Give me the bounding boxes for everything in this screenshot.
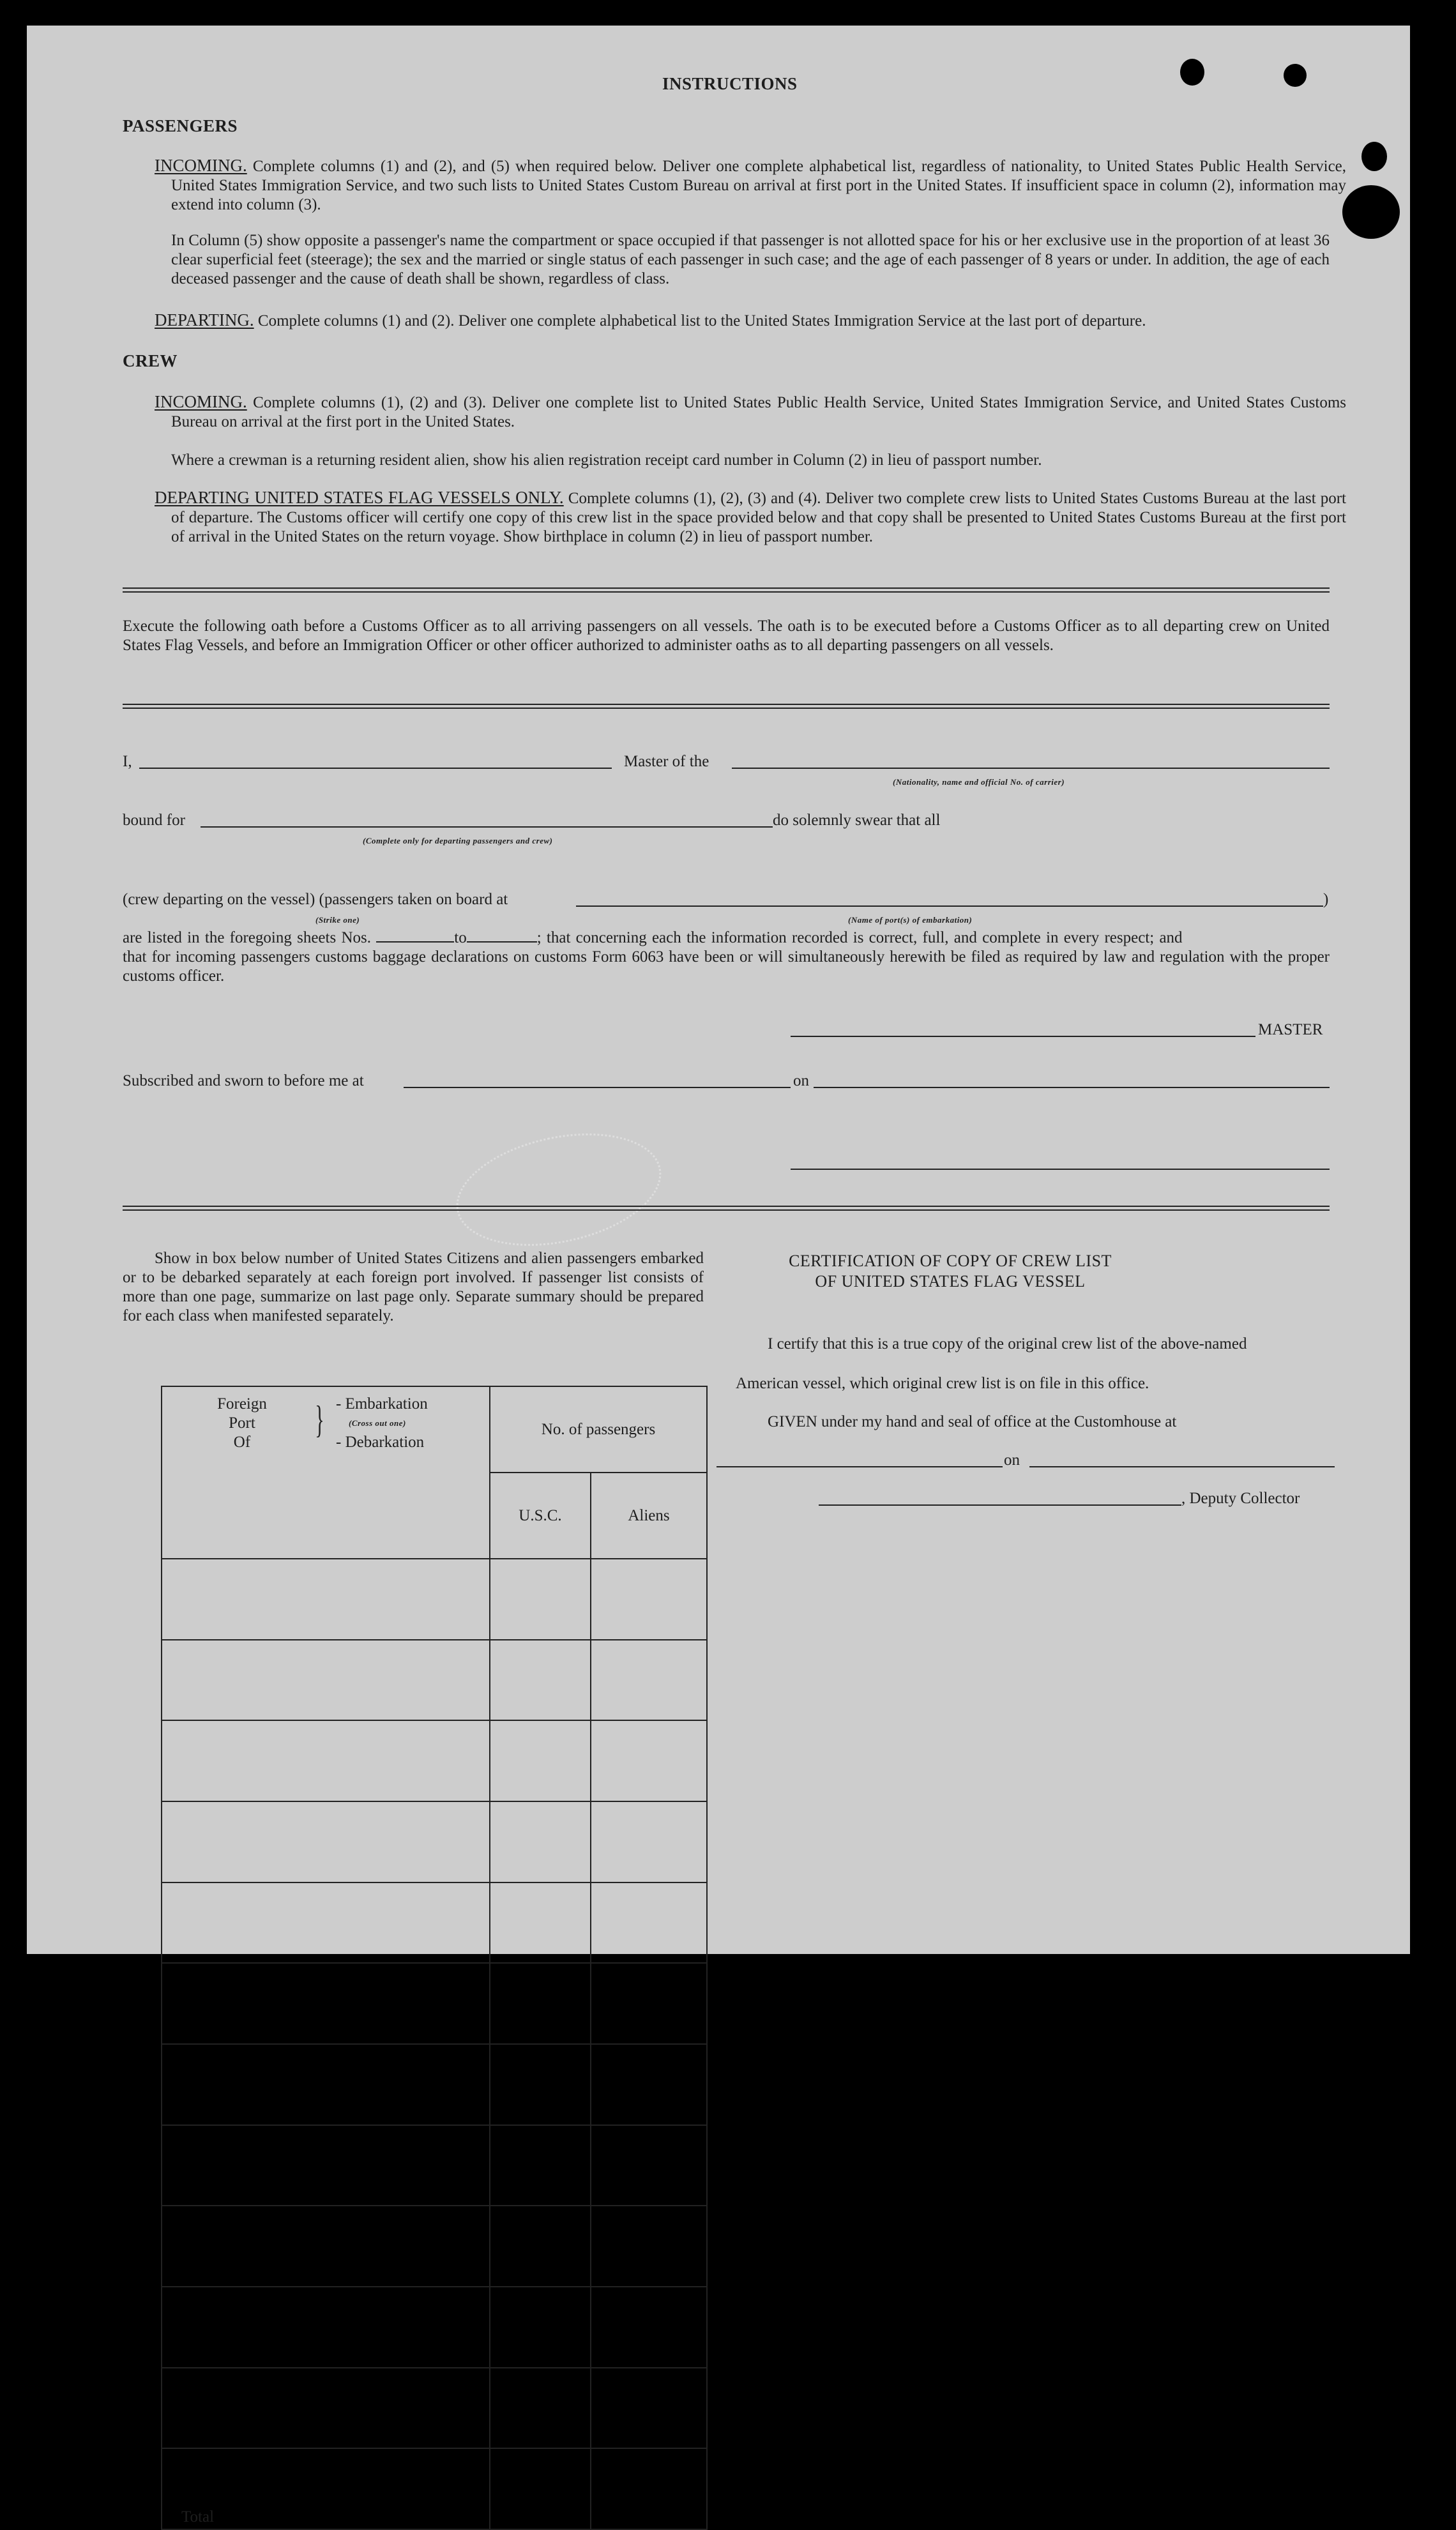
- summary-aliens-cell[interactable]: [591, 1559, 707, 1640]
- port-label: Port: [229, 1414, 255, 1432]
- bound-for-label: bound for: [123, 812, 185, 829]
- certification-on-label: on: [1004, 1451, 1020, 1469]
- summary-port-cell[interactable]: [162, 2125, 490, 2206]
- certification-title-2: OF UNITED STATES FLAG VESSEL: [815, 1272, 1086, 1291]
- carrier-field[interactable]: [732, 768, 1330, 769]
- summary-aliens-cell[interactable]: [591, 2125, 707, 2206]
- bound-caption: (Complete only for departing passengers and crew): [363, 836, 553, 845]
- summary-row: [162, 2206, 707, 2287]
- certify-line-2: American vessel, which original crew list is on file in this office.: [736, 1375, 1149, 1392]
- summary-aliens-cell[interactable]: [591, 1640, 707, 1721]
- flag-vessels-paragraph: [155, 488, 1346, 547]
- summary-row: [162, 1963, 707, 2044]
- summary-instruction: Show in box below number of United States Citizens and alien passengers embarked or to be debarked separately at each foreign port involved. If passenger list consists of more than one page, summarize on last page only. Separate summary should be prepared for each class when manifested separately.: [123, 1250, 704, 1324]
- summary-usc-cell[interactable]: [490, 2206, 591, 2287]
- oath-intro: Execute the following oath before a Customs Officer as to all arriving passengers on all vessels. The oath is to be executed before a Customs Officer as to all departing crew on United States Flag Vessels, and before an Immigration Officer or other officer authorized to administer oaths as to all departing passengers on all vessels.: [123, 617, 1330, 654]
- passengers-incoming-text: Complete columns (1) and (2), and (5) when required below. Deliver one complete alphabetical list, regardless of nationality, to United States Public Health Service, United States Immigration Service, and two such lists to United States Custom Bureau on arrival at first port in the United States. If insufficient space in column (2), information may extend into column (3).: [171, 158, 1347, 213]
- summary-port-cell[interactable]: [162, 1963, 490, 2044]
- total-usc-cell[interactable]: [490, 2448, 591, 2529]
- subscribed-label: Subscribed and sworn to before me at: [123, 1072, 364, 1089]
- sheet-from-field[interactable]: [376, 928, 454, 943]
- summary-aliens-cell[interactable]: [591, 2368, 707, 2449]
- certify-line-1: I certify that this is a true copy of the original crew list of the above-named: [768, 1335, 1247, 1352]
- summary-port-cell[interactable]: [162, 1720, 490, 1801]
- form-sheet: [27, 26, 1410, 2526]
- section-divider: [123, 1206, 1330, 1211]
- total-row: [162, 2448, 707, 2529]
- crew-incoming-label: INCOMING.: [155, 392, 247, 411]
- summary-port-cell[interactable]: [162, 2206, 490, 2287]
- summary-usc-cell[interactable]: [490, 1640, 591, 1721]
- crew-header: CREW: [123, 351, 178, 370]
- total-aliens-cell[interactable]: [591, 2448, 707, 2529]
- customhouse-field[interactable]: [717, 1466, 1003, 1467]
- master-name-field[interactable]: [139, 768, 612, 769]
- binder-hole: [1361, 142, 1387, 171]
- of-label: Of: [233, 1434, 251, 1451]
- i-label: I,: [123, 753, 132, 770]
- master-signature-field[interactable]: [791, 1036, 1255, 1037]
- flag-vessels-label: DEPARTING UNITED STATES FLAG VESSELS ONLY.: [155, 488, 564, 507]
- summary-port-cell[interactable]: [162, 2044, 490, 2125]
- column5-paragraph: In Column (5) show opposite a passenger's name the compartment or space occupied if that passenger is not allotted space for his or her exclusive use in the proportion of at least 36 clear superficial feet (steerage); the sex and the married or single status of each passenger in such case; and the age of each passenger of 8 years or under. In addition, the age of each deceased passenger and the cause of death shall be shown, regardless of class.: [171, 232, 1330, 287]
- summary-port-cell[interactable]: [162, 1801, 490, 1882]
- debarkation-label: - Debarkation: [336, 1434, 425, 1451]
- incoming-label: INCOMING.: [155, 156, 247, 175]
- summary-port-cell[interactable]: [162, 1640, 490, 1721]
- summary-row: [162, 2125, 707, 2206]
- embarkation-label: - Embarkation: [336, 1395, 428, 1413]
- binder-hole: [1284, 64, 1307, 87]
- summary-usc-cell[interactable]: [490, 2287, 591, 2368]
- summary-usc-cell[interactable]: [490, 1559, 591, 1640]
- summary-row: [162, 1801, 707, 1882]
- master-label: MASTER: [1258, 1021, 1323, 1038]
- swear-label: do solemnly swear that all: [773, 812, 941, 829]
- crewman-text: Where a crewman is a returning resident alien, show his alien registration receipt card number in Column (2) in lieu of passport number.: [171, 451, 1042, 469]
- close-paren: ): [1323, 891, 1329, 908]
- summary-usc-cell[interactable]: [490, 2125, 591, 2206]
- summary-port-cell[interactable]: [162, 1882, 490, 1964]
- sheets-line: [123, 928, 1183, 948]
- sheets-prefix: are listed in the foregoing sheets Nos.: [123, 929, 371, 946]
- summary-row: [162, 2287, 707, 2368]
- given-line: GIVEN under my hand and seal of office at the Customhouse at: [768, 1413, 1177, 1430]
- summary-aliens-cell[interactable]: [591, 1882, 707, 1964]
- departing-label: DEPARTING.: [155, 310, 254, 330]
- sheet-to-field[interactable]: [467, 928, 537, 943]
- sworn-date-field[interactable]: [814, 1087, 1330, 1088]
- flag-vessels-text: Complete columns (1), (2), (3) and (4). Deliver two complete crew lists to United States Customs Bureau at the last port of departure. The Customs officer will certify one copy of this crew list in the space provided below and that copy shall be presented to United States Customs Bureau at the first port of arrival in the United States on the return voyage. Show birthplace in column (2) in lieu of passport number.: [171, 490, 1347, 545]
- sworn-place-field[interactable]: [404, 1087, 791, 1088]
- summary-usc-cell[interactable]: [490, 1963, 591, 2044]
- brace-icon: }: [315, 1398, 324, 1441]
- deputy-signature-field[interactable]: [819, 1504, 1181, 1506]
- summary-usc-cell[interactable]: [490, 1720, 591, 1801]
- summary-usc-cell[interactable]: [490, 1882, 591, 1964]
- summary-row: [162, 2368, 707, 2449]
- summary-usc-cell[interactable]: [490, 2044, 591, 2125]
- foreign-port-header-cell: [162, 1386, 490, 1559]
- crew-departing-label: (crew departing on the vessel) (passengers taken on board at: [123, 891, 508, 908]
- section-divider: [123, 704, 1330, 709]
- passengers-departing-text: Complete columns (1) and (2). Deliver one complete alphabetical list to the United States Immigration Service at the last port of departure.: [257, 312, 1146, 330]
- embarkation-port-field[interactable]: [576, 905, 1323, 907]
- summary-port-cell[interactable]: [162, 2368, 490, 2449]
- foreign-label: Foreign: [217, 1395, 267, 1413]
- total-label: Total: [162, 2448, 490, 2529]
- strike-caption: (Strike one): [315, 915, 360, 925]
- carrier-caption: (Nationality, name and official No. of carrier): [893, 777, 1065, 787]
- cross-out-caption: (Cross out one): [349, 1418, 406, 1428]
- binder-hole: [1342, 185, 1400, 239]
- summary-row: [162, 1640, 707, 1721]
- crew-incoming-paragraph: [155, 392, 1346, 432]
- faded-seal-stamp: [446, 1116, 671, 1263]
- sheets-text2: that for incoming passengers customs baggage declarations on customs Form 6063 have been or will simultaneously herewith be filed as required by law and regulation with the proper customs officer.: [123, 948, 1330, 985]
- usc-header: U.S.C.: [490, 1473, 591, 1559]
- passengers-header: PASSENGERS: [123, 116, 238, 135]
- summary-port-cell[interactable]: [162, 2287, 490, 2368]
- summary-aliens-cell[interactable]: [591, 2287, 707, 2368]
- section-divider: [123, 587, 1330, 593]
- to-label: to: [454, 929, 467, 946]
- summary-aliens-cell[interactable]: [591, 2044, 707, 2125]
- summary-usc-cell[interactable]: [490, 2368, 591, 2449]
- instructions-title: INSTRUCTIONS: [662, 74, 798, 93]
- officer-signature-field[interactable]: [791, 1169, 1330, 1170]
- passenger-summary-table: [161, 1386, 708, 2530]
- summary-aliens-cell[interactable]: [591, 1720, 707, 1801]
- summary-usc-cell[interactable]: [490, 1801, 591, 1882]
- port-caption: (Name of port(s) of embarkation): [848, 915, 973, 925]
- summary-header-row: [162, 1386, 707, 1473]
- master-of-label: Master of the: [624, 753, 709, 770]
- summary-row: [162, 1720, 707, 1801]
- summary-aliens-cell[interactable]: [591, 2206, 707, 2287]
- certification-date-field[interactable]: [1029, 1466, 1335, 1467]
- passengers-departing-line: [155, 310, 1146, 331]
- passengers-incoming-paragraph: [155, 156, 1346, 215]
- deputy-collector-label: , Deputy Collector: [1181, 1490, 1300, 1507]
- crew-incoming-text: Complete columns (1), (2) and (3). Deliver one complete list to United States Public Health Service, United States Immigration Service, and United States Customs Bureau on arrival at the first port in the United States.: [171, 394, 1346, 430]
- binder-hole: [1180, 59, 1204, 86]
- summary-aliens-cell[interactable]: [591, 1801, 707, 1882]
- sworn-on-label: on: [793, 1072, 809, 1089]
- summary-port-cell[interactable]: [162, 1559, 490, 1640]
- no-of-passengers-header: No. of passengers: [490, 1386, 707, 1473]
- certification-title-1: CERTIFICATION OF COPY OF CREW LIST: [789, 1252, 1112, 1270]
- summary-row: [162, 1882, 707, 1964]
- summary-row: [162, 2044, 707, 2125]
- bound-for-field[interactable]: [201, 826, 773, 828]
- aliens-header: Aliens: [591, 1473, 707, 1559]
- sheets-rest: ; that concerning each the information recorded is correct, full, and complete in every respect; and: [536, 929, 1183, 946]
- summary-aliens-cell[interactable]: [591, 1963, 707, 2044]
- summary-row: [162, 1559, 707, 1640]
